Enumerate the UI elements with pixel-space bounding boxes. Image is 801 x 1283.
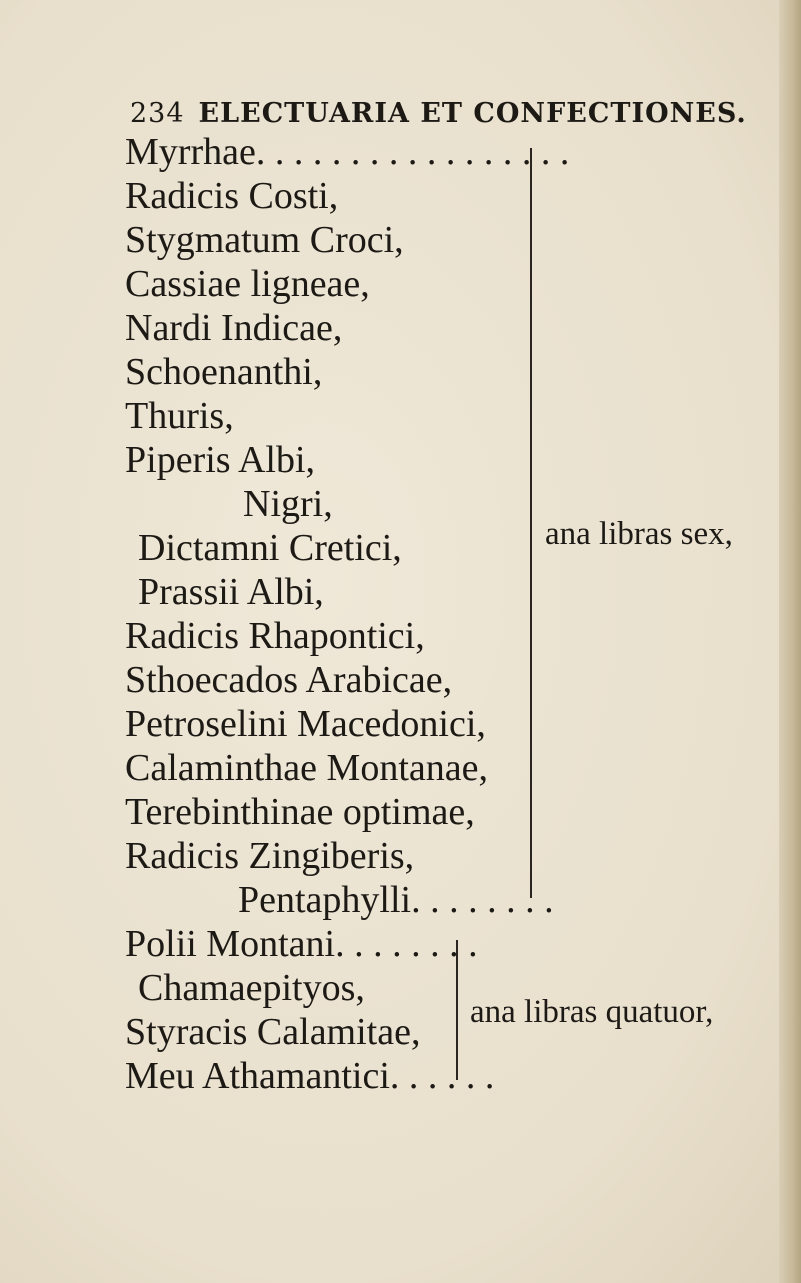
ingredient-line: Styracis Calamitae,	[125, 1011, 421, 1053]
page-edge	[779, 0, 801, 1283]
ingredient-line: Polii Montani. . . . . . . .	[125, 923, 478, 965]
ingredient-line: Sthoecados Arabicae,	[125, 659, 453, 701]
ingredient-line: Myrrhae. . . . . . . . . . . . . . . . .	[125, 131, 570, 173]
running-header	[130, 98, 747, 129]
ingredient-line: Radicis Rhapontici,	[125, 615, 425, 657]
ingredient-line: Stygmatum Croci,	[125, 219, 404, 261]
ingredient-line: Petroselini Macedonici,	[125, 703, 486, 745]
ingredient-line: Pentaphylli. . . . . . . .	[238, 879, 554, 921]
brace-group-2	[456, 940, 458, 1080]
ingredient-line: Schoenanthi,	[125, 351, 323, 393]
quantity-note: ana libras quatuor,	[470, 994, 714, 1030]
header-title: ELECTUARIA ET CONFECTIONES.	[198, 98, 747, 129]
brace-group-1	[530, 148, 532, 898]
ingredient-line: Terebinthinae optimae,	[125, 791, 475, 833]
ingredient-line: Calaminthae Montanae,	[125, 747, 488, 789]
ingredient-line: Meu Athamantici. . . . . .	[125, 1055, 495, 1097]
ingredient-line: Prassii Albi,	[138, 571, 324, 613]
ingredient-line: Cassiae ligneae,	[125, 263, 370, 305]
ingredient-line: Radicis Costi,	[125, 175, 339, 217]
quantity-note: ana libras sex,	[545, 516, 733, 552]
ingredient-line: Nigri,	[243, 483, 333, 525]
ingredient-line: Piperis Albi,	[125, 439, 316, 481]
ingredient-line: Radicis Zingiberis,	[125, 835, 415, 877]
ingredient-line: Chamaepityos,	[138, 967, 365, 1009]
ingredient-line: Nardi Indicae,	[125, 307, 343, 349]
ingredient-line: Thuris,	[125, 395, 234, 437]
ingredient-line: Dictamni Cretici,	[138, 527, 402, 569]
page-number: 234	[130, 98, 185, 129]
